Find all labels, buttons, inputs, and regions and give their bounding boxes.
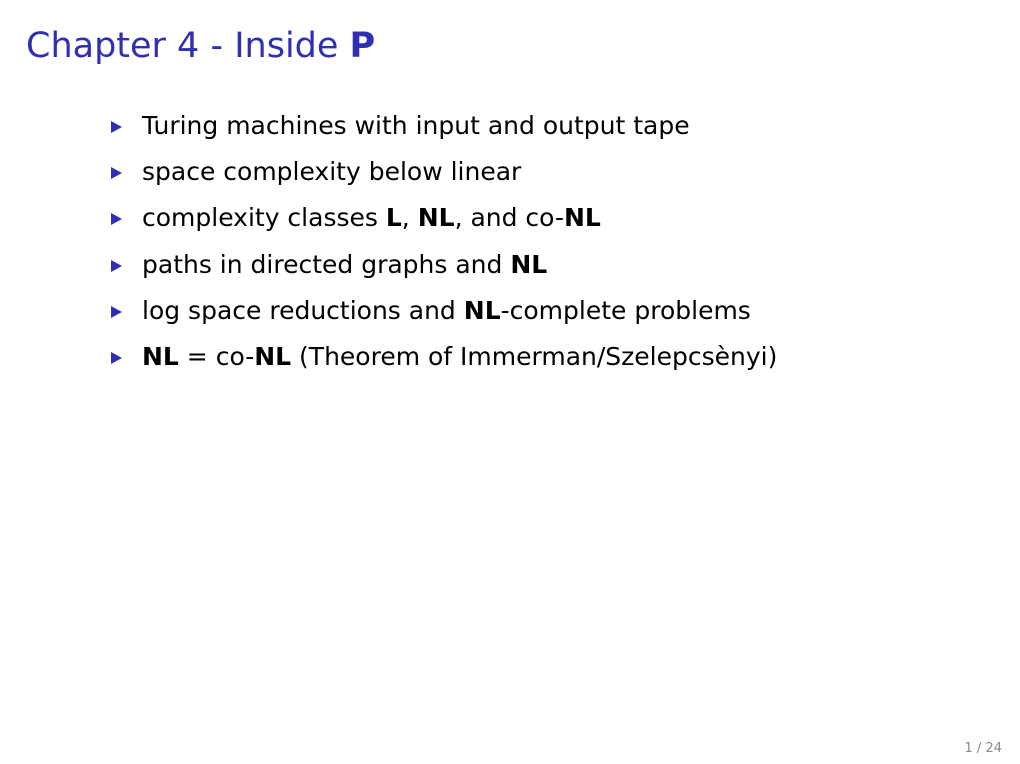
triangle-bullet-icon [111,260,122,272]
triangle-bullet-icon [111,121,122,133]
list-item-text [142,292,751,330]
list-item [0,338,1020,384]
triangle-bullet-icon [111,352,122,364]
list-item-text [142,199,601,237]
item-bold-segment: NL [417,203,455,233]
item-text-segment: , [401,203,418,233]
triangle-bullet-icon [111,306,122,318]
page-number: 1 / 24 [964,741,1002,756]
triangle-bullet-icon [111,213,122,225]
list-item-text [142,153,521,191]
list-item [0,292,1020,338]
bullet-list [0,107,1020,384]
item-text-segment: log space reductions and [142,295,464,325]
item-text-segment: -complete problems [500,295,751,325]
item-bold-segment: NL [254,341,292,371]
list-item [0,199,1020,245]
slide-title-text: Chapter 4 - Inside [26,26,350,66]
item-bold-segment: NL [142,341,179,371]
item-text-segment: , and co- [454,203,564,233]
list-item [0,107,1020,153]
item-text-segment: = co- [178,341,255,371]
item-text-segment: Turing machines with input and output tape [142,111,690,140]
item-bold-segment: L [385,203,402,233]
list-item-text [142,246,547,284]
list-item-text [142,107,690,145]
item-bold-segment: NL [563,203,601,233]
list-item-text [142,338,777,376]
slide-title [26,24,375,68]
item-bold-segment: NL [510,249,548,279]
item-text-segment: complexity classes [142,203,386,233]
slide-title-bold: P [349,26,376,66]
item-text-segment: paths in directed graphs and [142,249,511,279]
item-bold-segment: NL [463,295,501,325]
triangle-bullet-icon [111,167,122,179]
list-item [0,246,1020,292]
item-text-segment: space complexity below linear [142,157,522,187]
item-text-segment: (Theorem of Immerman/Szelepcsènyi) [291,341,778,371]
list-item [0,153,1020,199]
